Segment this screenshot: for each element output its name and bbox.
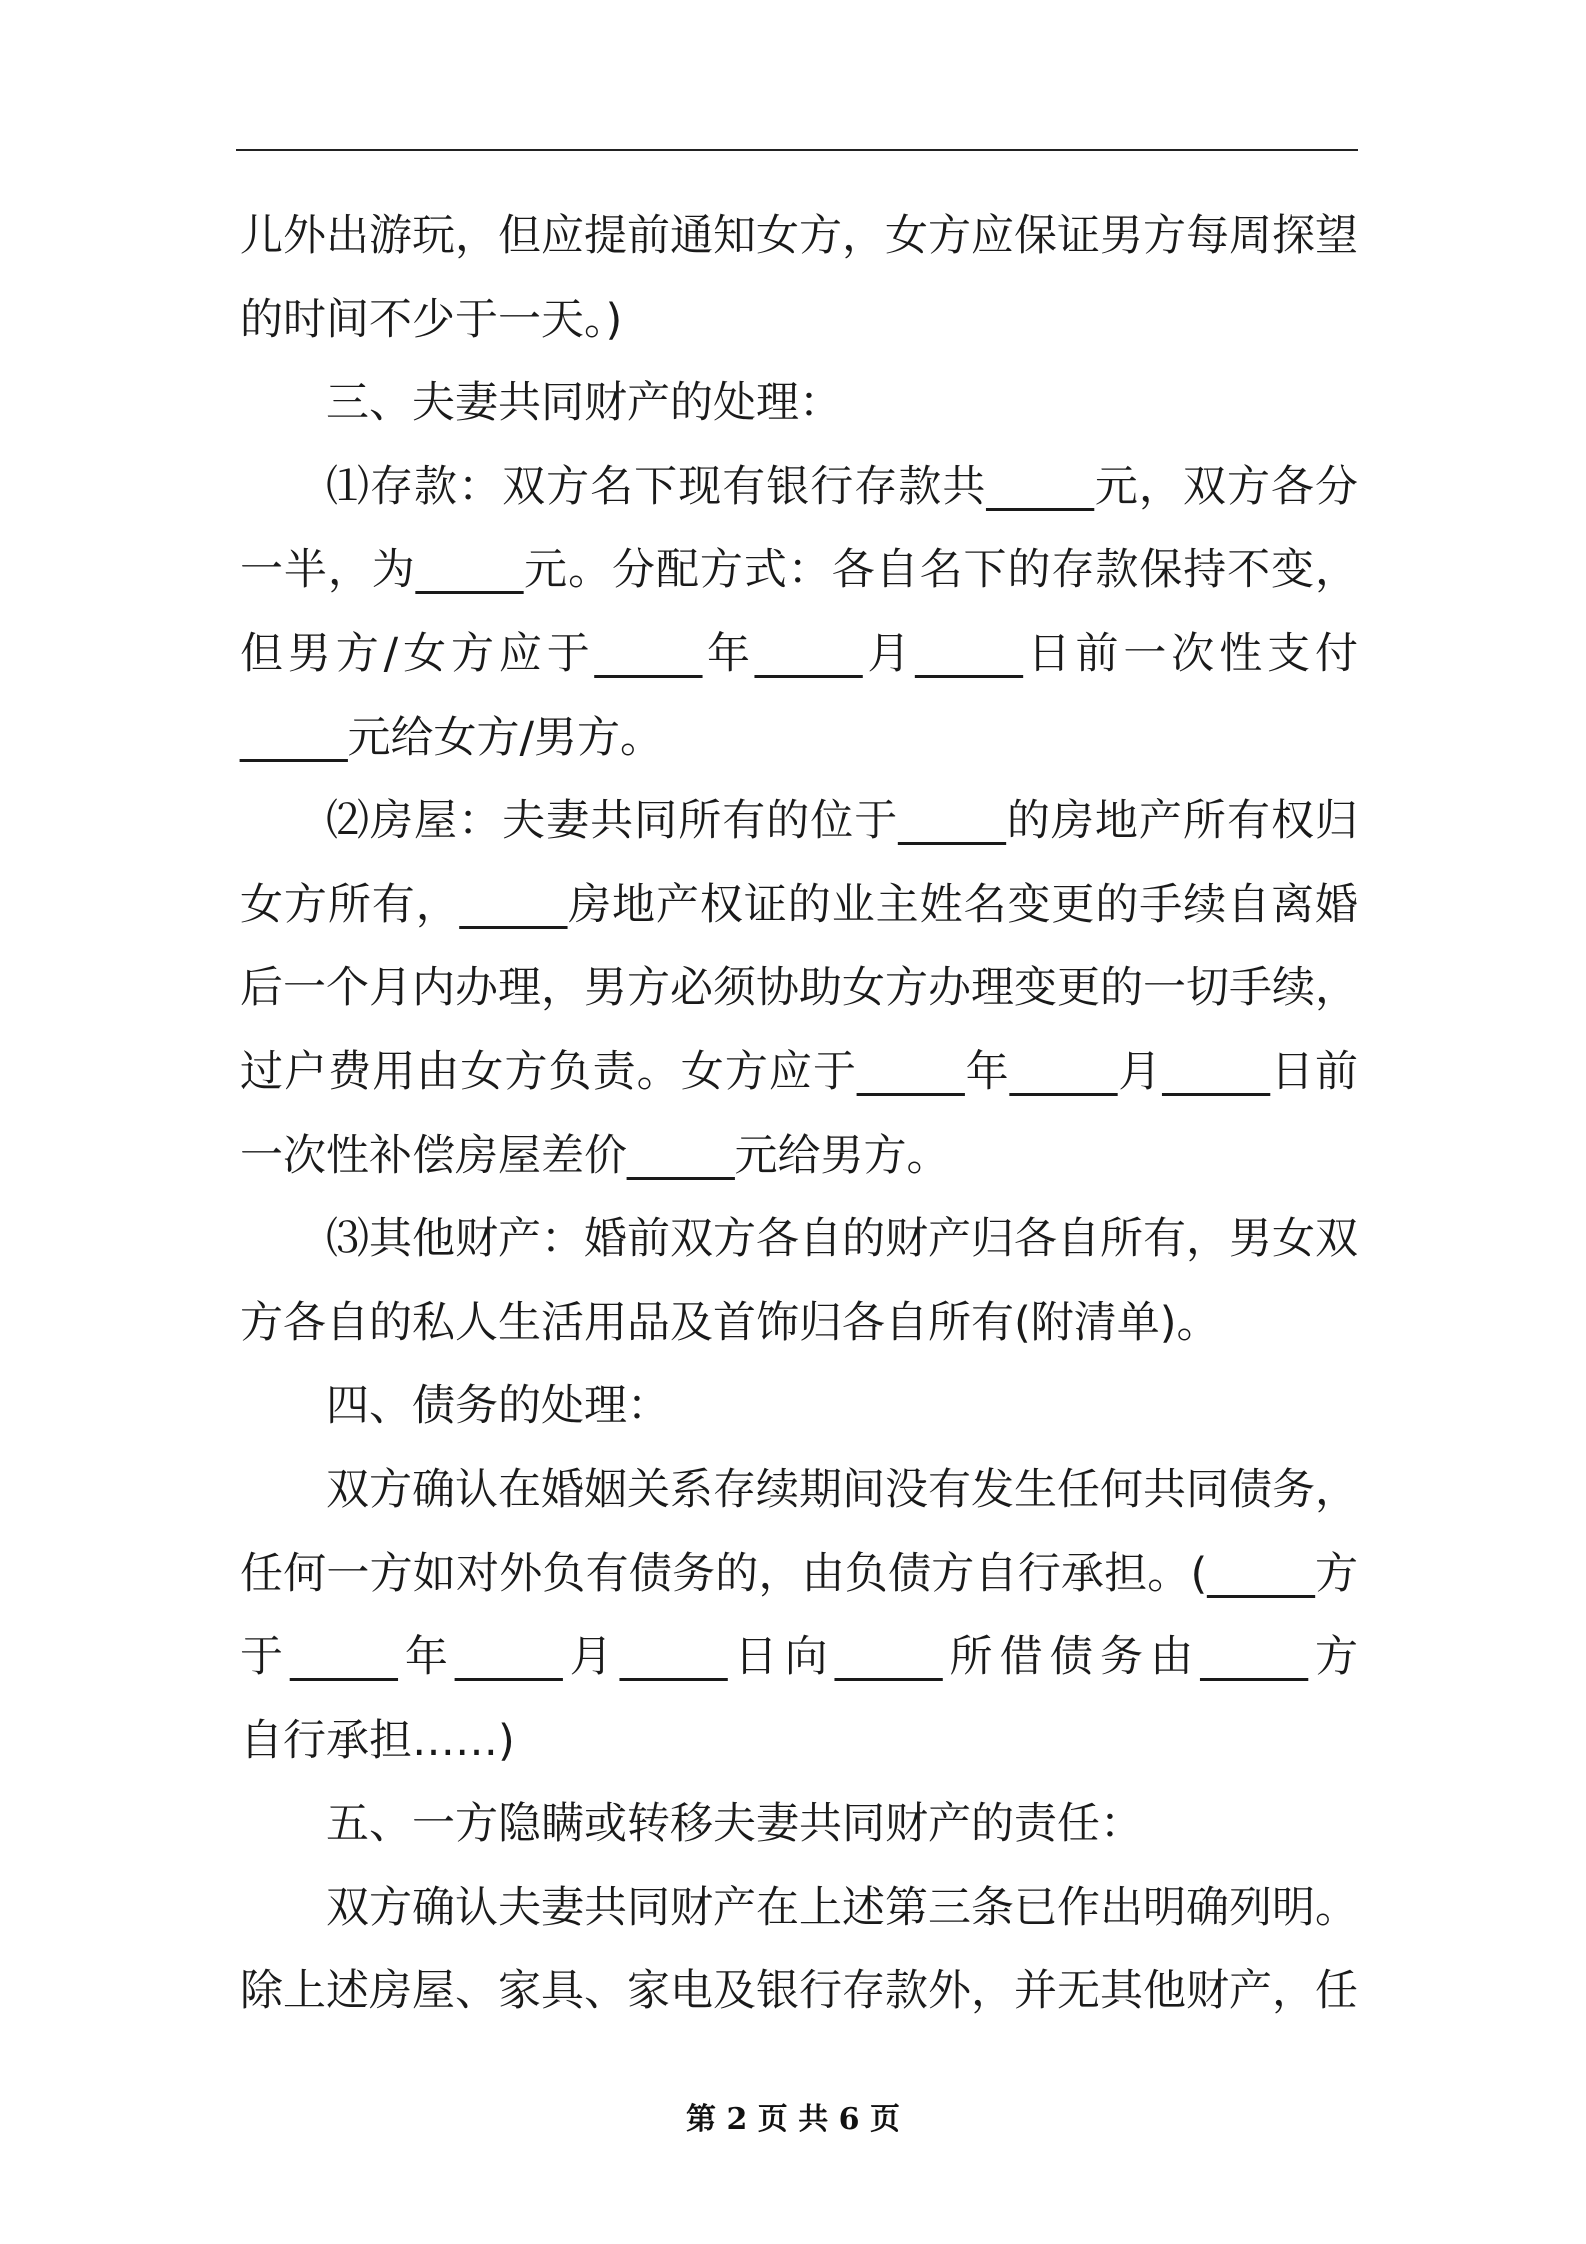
text-line: ⑴存款：双方名下现有银行存款共_____元，双方各分 [326, 461, 1358, 512]
text-line: 自行承担……) [240, 1715, 515, 1766]
text-line: 除上述房屋、家具、家电及银行存款外，并无其他财产，任 [240, 1966, 1358, 2017]
text-line: 三、夫妻共同财产的处理： [326, 378, 842, 429]
text-line: 四、债务的处理： [326, 1381, 670, 1432]
text-line: ⑶其他财产：婚前双方各自的财产归各自所有，男女双 [326, 1214, 1358, 1265]
text-line: 的时间不少于一天。) [240, 294, 623, 345]
text-line: 任何一方如对外负有债务的，由负债方自行承担。(_____方 [240, 1548, 1358, 1599]
text-line: 女方所有，_____房地产权证的业主姓名变更的手续自离婚 [240, 879, 1358, 930]
text-line: 于_____年_____月_____日向_____所借债务由_____方 [240, 1632, 1358, 1683]
text-line: 但男方/女方应于_____年_____月_____日前一次性支付 [240, 628, 1358, 679]
header-rule [236, 149, 1358, 151]
text-line: 后一个月内办理，男方必须协助女方办理变更的一切手续， [240, 963, 1358, 1014]
text-line: 方各自的私人生活用品及首饰归各自所有(附清单)。 [240, 1297, 1220, 1348]
text-line: 双方确认夫妻共同财产在上述第三条已作出明确列明。 [326, 1882, 1358, 1933]
text-line: 双方确认在婚姻关系存续期间没有发生任何共同债务， [326, 1464, 1358, 1515]
text-line: 一次性补偿房屋差价_____元给男方。 [240, 1130, 950, 1181]
text-line: ⑵房屋：夫妻共同所有的位于_____的房地产所有权归 [326, 796, 1358, 847]
text-line: _____元给女方/男方。 [240, 712, 663, 763]
text-line: 儿外出游玩，但应提前通知女方，女方应保证男方每周探望 [240, 211, 1358, 261]
text-line: 过户费用由女方负责。女方应于_____年_____月_____日前 [240, 1046, 1358, 1097]
text-line: 五、一方隐瞒或转移夫妻共同财产的责任： [326, 1799, 1143, 1850]
page-number: 第 2 页 共 6 页 [686, 2102, 900, 2137]
text-line: 一半，为_____元。分配方式：各自名下的存款保持不变， [240, 545, 1358, 596]
document-body [240, 195, 1358, 2034]
